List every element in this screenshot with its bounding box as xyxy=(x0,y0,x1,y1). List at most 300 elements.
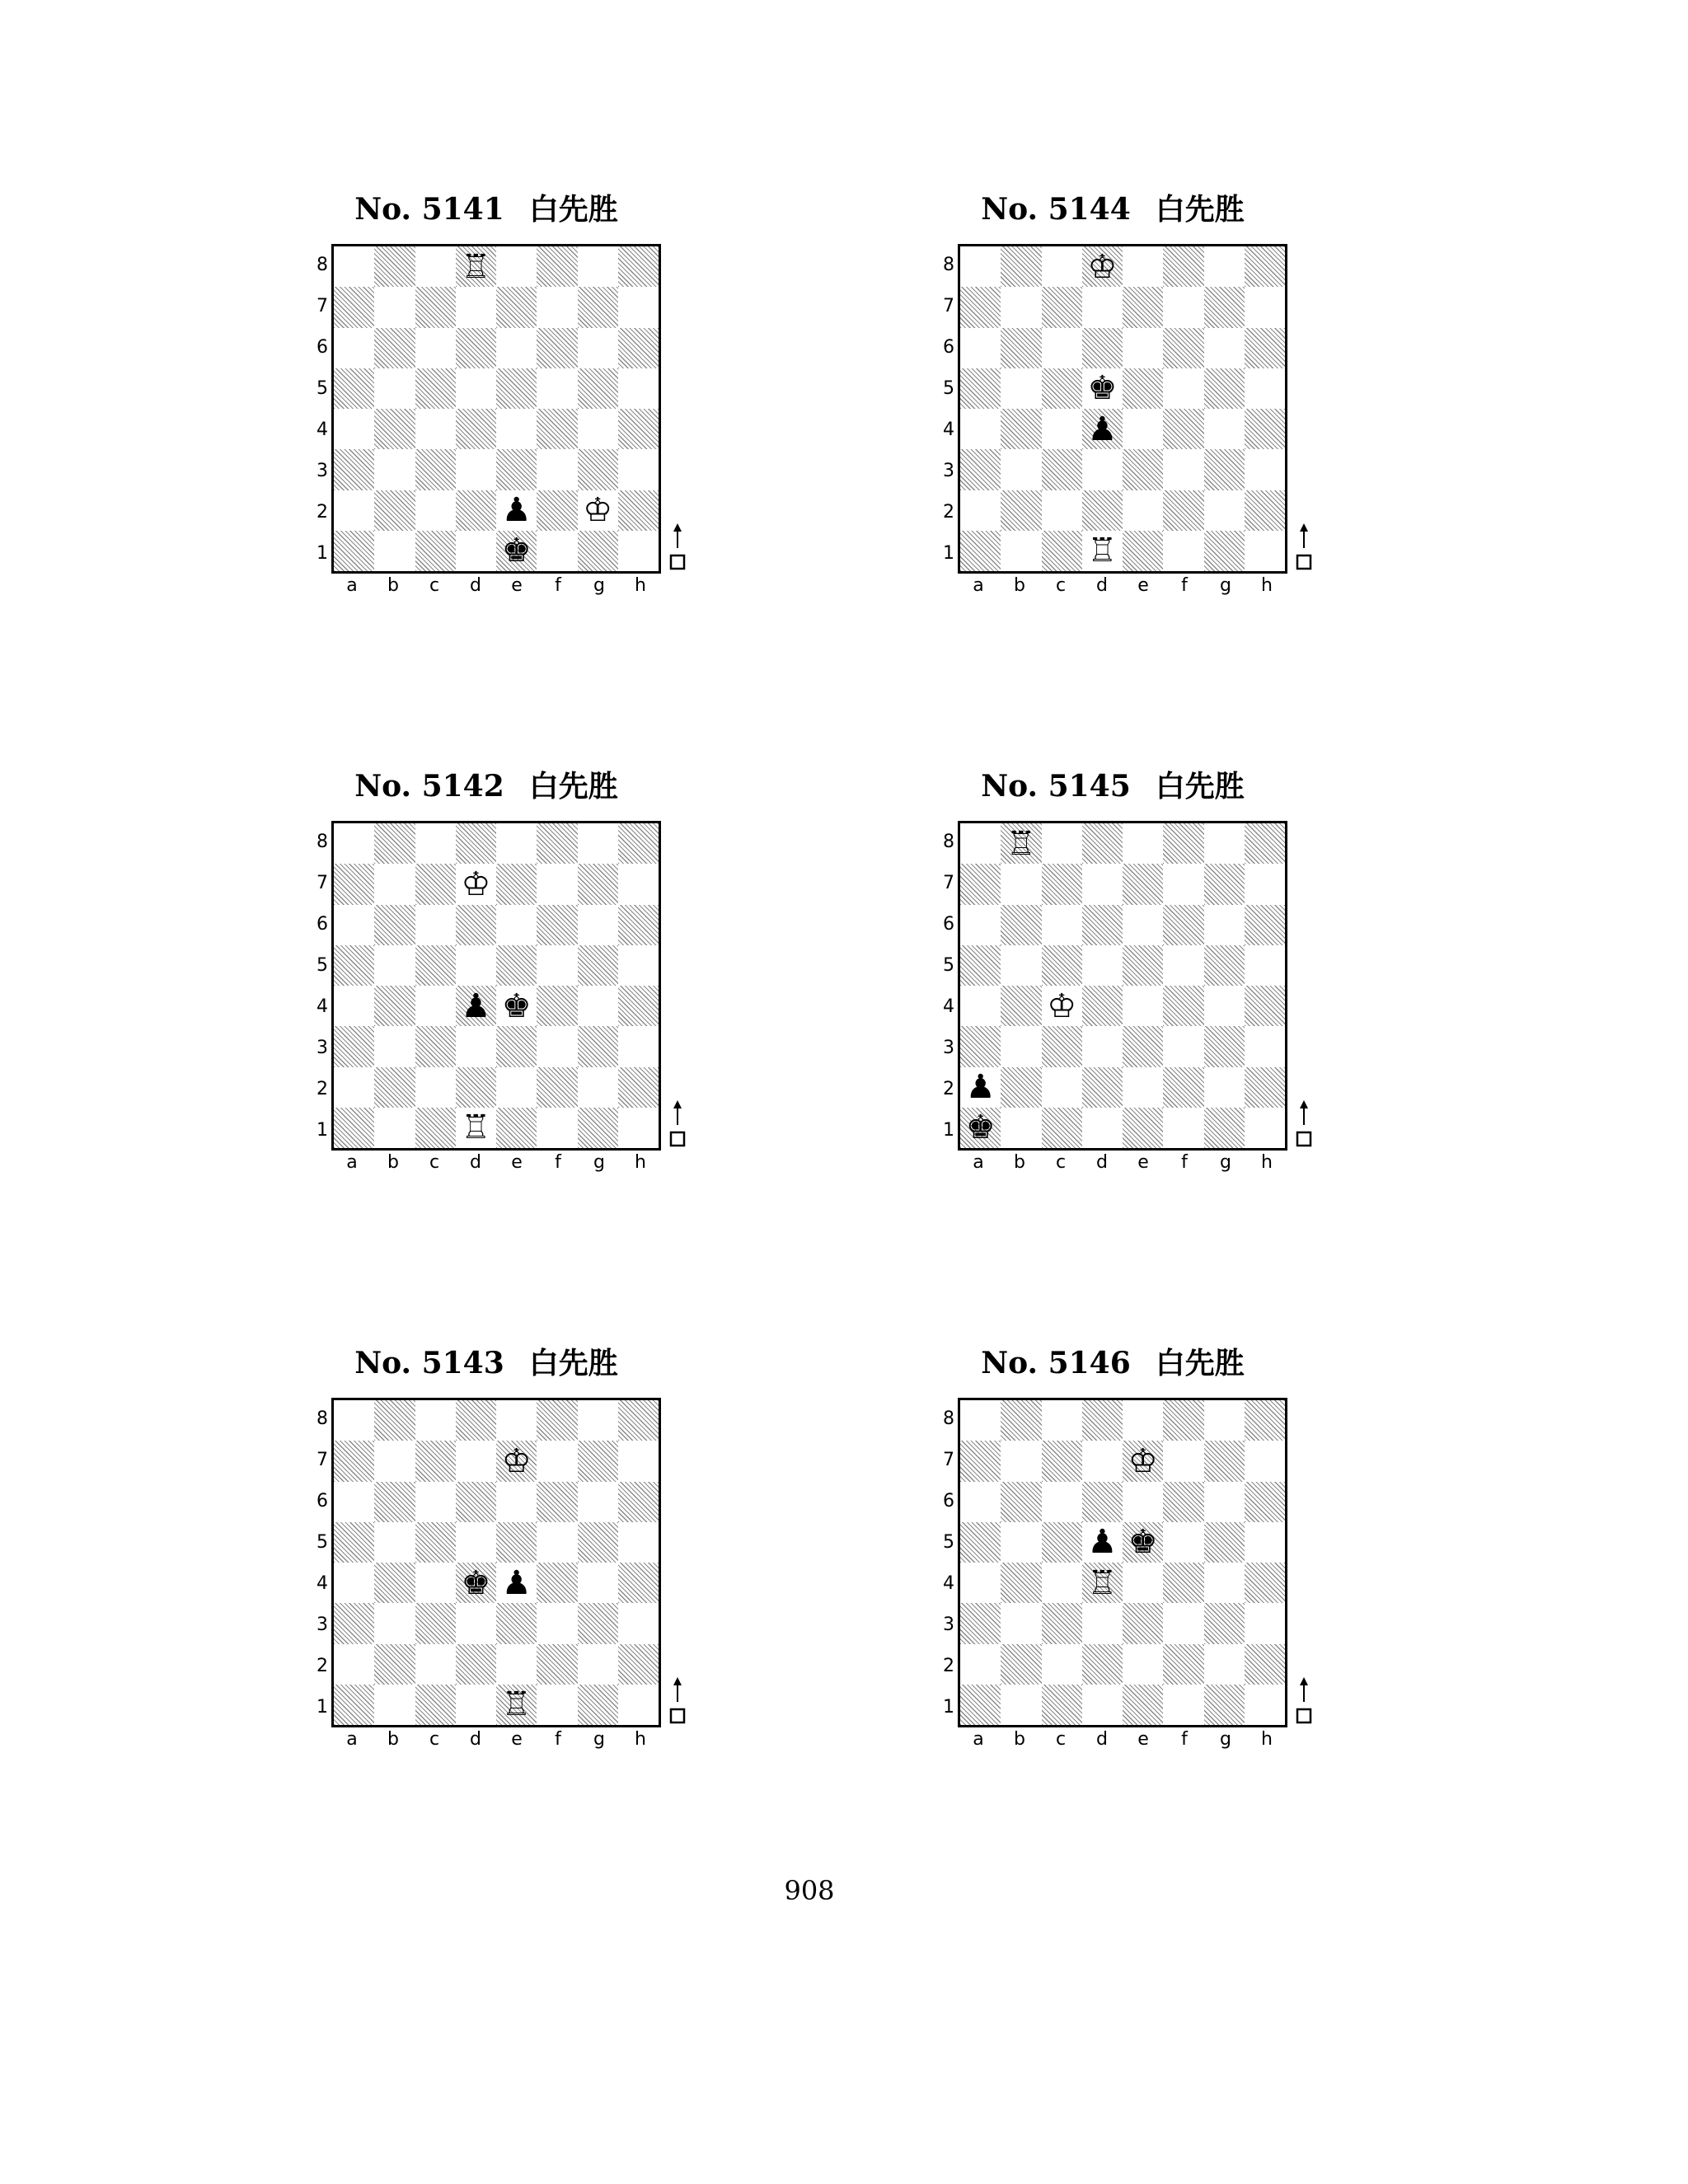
square-f8 xyxy=(537,246,577,287)
square-b4 xyxy=(1001,409,1041,449)
square-d7 xyxy=(1082,864,1123,904)
white-king-icon: ♔ xyxy=(1047,987,1077,1025)
rank-label: 5 xyxy=(943,377,954,399)
square-b3 xyxy=(1001,1026,1041,1066)
rank-label: 5 xyxy=(943,1531,954,1553)
square-d5 xyxy=(456,1522,496,1563)
square-b2 xyxy=(374,1644,415,1685)
square-a4 xyxy=(334,986,374,1026)
square-e7 xyxy=(496,1441,537,1481)
square-g7 xyxy=(578,864,618,904)
rank-label: 1 xyxy=(316,1696,328,1718)
rank-label: 4 xyxy=(943,1572,954,1594)
square-h1 xyxy=(618,1685,659,1725)
white-king-icon: ♔ xyxy=(461,865,491,903)
rank-label: 1 xyxy=(316,542,328,564)
square-h7 xyxy=(1245,864,1285,904)
rank-label: 2 xyxy=(316,1078,328,1099)
square-h7 xyxy=(618,287,659,327)
square-f6 xyxy=(1163,905,1203,945)
square-c5 xyxy=(415,368,456,409)
file-label: g xyxy=(593,1152,605,1173)
square-c1 xyxy=(415,1685,456,1725)
square-g8 xyxy=(578,246,618,287)
square-d7 xyxy=(1082,287,1123,327)
file-label: b xyxy=(387,1152,399,1173)
rank-label: 2 xyxy=(943,1078,954,1099)
square-f2 xyxy=(537,490,577,531)
square-a6 xyxy=(334,905,374,945)
square-h1 xyxy=(1245,531,1285,571)
square-e6 xyxy=(496,1482,537,1522)
square-f5 xyxy=(537,945,577,986)
square-h4 xyxy=(1245,1563,1285,1603)
white-king-icon: ♔ xyxy=(1128,1441,1158,1480)
problem-condition: 白先胜 xyxy=(528,1347,618,1380)
square-b8 xyxy=(1001,823,1041,864)
square-a2 xyxy=(334,1067,374,1108)
square-g4 xyxy=(578,409,618,449)
square-f3 xyxy=(1163,449,1203,490)
square-c8 xyxy=(1042,823,1082,864)
rank-label: 6 xyxy=(943,913,954,935)
square-c1 xyxy=(415,531,456,571)
rank-labels xyxy=(931,1398,954,1727)
rank-label: 4 xyxy=(943,996,954,1017)
square-b6 xyxy=(1001,328,1041,368)
square-d5 xyxy=(456,368,496,409)
square-f3 xyxy=(1163,1603,1203,1643)
rank-label: 8 xyxy=(943,831,954,852)
rank-label: 3 xyxy=(316,1614,328,1635)
square-b5 xyxy=(1001,945,1041,986)
diagram-title xyxy=(305,191,668,228)
square-a4 xyxy=(960,409,1001,449)
file-labels xyxy=(331,1729,661,1754)
square-a6 xyxy=(334,1482,374,1522)
square-h8 xyxy=(618,246,659,287)
square-a2 xyxy=(334,490,374,531)
square-c8 xyxy=(415,1400,456,1441)
rank-label: 7 xyxy=(316,872,328,893)
square-b7 xyxy=(1001,1441,1041,1481)
square-d1 xyxy=(1082,1685,1123,1725)
rank-label: 1 xyxy=(943,1696,954,1718)
square-h7 xyxy=(1245,287,1285,327)
square-g2 xyxy=(1204,1644,1245,1685)
square-h5 xyxy=(1245,1522,1285,1563)
square-d1 xyxy=(1082,1108,1123,1148)
square-d5 xyxy=(1082,368,1123,409)
square-d3 xyxy=(456,1603,496,1643)
square-c5 xyxy=(415,945,456,986)
diagram-5141 xyxy=(305,191,717,653)
square-c3 xyxy=(415,1603,456,1643)
square-h5 xyxy=(1245,368,1285,409)
square-g1 xyxy=(1204,1685,1245,1725)
square-b2 xyxy=(374,1067,415,1108)
file-label: a xyxy=(346,575,358,596)
white-king-icon: ♔ xyxy=(501,1441,532,1480)
square-e8 xyxy=(496,1400,537,1441)
file-labels xyxy=(958,1729,1287,1754)
square-a1 xyxy=(960,1685,1001,1725)
rank-labels xyxy=(931,821,954,1151)
square-a8 xyxy=(334,246,374,287)
square-e7 xyxy=(496,864,537,904)
file-label: c xyxy=(429,1729,440,1750)
square-b3 xyxy=(374,449,415,490)
square-e7 xyxy=(1123,1441,1163,1481)
square-b1 xyxy=(374,1108,415,1148)
square-g2 xyxy=(1204,1067,1245,1108)
square-a3 xyxy=(960,449,1001,490)
diagram-5146 xyxy=(931,1345,1343,1807)
square-b1 xyxy=(1001,1108,1041,1148)
square-g2 xyxy=(578,490,618,531)
white-king-icon: ♔ xyxy=(1087,247,1118,286)
square-a2 xyxy=(960,1644,1001,1685)
square-e3 xyxy=(1123,449,1163,490)
square-f2 xyxy=(1163,1067,1203,1108)
square-g3 xyxy=(578,1603,618,1643)
square-h8 xyxy=(1245,1400,1285,1441)
square-b1 xyxy=(374,531,415,571)
square-a8 xyxy=(334,823,374,864)
file-labels xyxy=(331,1152,661,1177)
square-h2 xyxy=(1245,1067,1285,1108)
file-label: h xyxy=(1261,1152,1273,1173)
file-label: h xyxy=(1261,1729,1273,1750)
square-h6 xyxy=(1245,328,1285,368)
file-label: d xyxy=(1096,575,1108,596)
square-g5 xyxy=(1204,368,1245,409)
square-g4 xyxy=(1204,1563,1245,1603)
square-e1 xyxy=(1123,531,1163,571)
square-f2 xyxy=(1163,1644,1203,1685)
square-g5 xyxy=(578,1522,618,1563)
file-label: c xyxy=(429,575,440,596)
square-b6 xyxy=(374,1482,415,1522)
file-labels xyxy=(958,1152,1287,1177)
square-d4 xyxy=(456,409,496,449)
square-g5 xyxy=(578,368,618,409)
square-d7 xyxy=(456,1441,496,1481)
file-label: h xyxy=(635,575,646,596)
square-c3 xyxy=(1042,1026,1082,1066)
file-label: g xyxy=(1220,575,1231,596)
white-rook-icon: ♖ xyxy=(461,247,491,286)
chess-board xyxy=(958,244,1287,574)
white-king-icon: ♔ xyxy=(583,491,613,530)
square-e4 xyxy=(496,986,537,1026)
square-f4 xyxy=(1163,1563,1203,1603)
square-g4 xyxy=(1204,409,1245,449)
square-e8 xyxy=(1123,823,1163,864)
square-f2 xyxy=(537,1644,577,1685)
rank-label: 3 xyxy=(943,1037,954,1058)
square-g1 xyxy=(578,1685,618,1725)
square-d6 xyxy=(456,328,496,368)
white-rook-icon: ♖ xyxy=(1087,1563,1118,1602)
square-f8 xyxy=(537,1400,577,1441)
square-e1 xyxy=(496,1685,537,1725)
square-h4 xyxy=(618,409,659,449)
square-a3 xyxy=(960,1026,1001,1066)
square-g3 xyxy=(1204,449,1245,490)
square-f4 xyxy=(1163,409,1203,449)
square-c2 xyxy=(1042,490,1082,531)
file-label: h xyxy=(1261,575,1273,596)
square-a7 xyxy=(960,287,1001,327)
square-d2 xyxy=(1082,1644,1123,1685)
square-h3 xyxy=(1245,449,1285,490)
square-g7 xyxy=(578,287,618,327)
diagram-5142 xyxy=(305,768,717,1230)
square-c2 xyxy=(1042,1644,1082,1685)
white-to-move-icon xyxy=(1294,523,1314,573)
rank-label: 7 xyxy=(943,1449,954,1470)
square-a1 xyxy=(334,531,374,571)
square-h5 xyxy=(618,1522,659,1563)
square-c8 xyxy=(415,823,456,864)
square-f3 xyxy=(537,449,577,490)
square-f1 xyxy=(537,1685,577,1725)
square-d5 xyxy=(456,945,496,986)
square-f1 xyxy=(1163,531,1203,571)
rank-label: 8 xyxy=(943,1408,954,1429)
square-h1 xyxy=(618,531,659,571)
square-d3 xyxy=(1082,1026,1123,1066)
square-e3 xyxy=(496,1603,537,1643)
square-g1 xyxy=(578,531,618,571)
rank-label: 3 xyxy=(943,1614,954,1635)
diagram-title xyxy=(305,768,668,805)
square-c5 xyxy=(415,1522,456,1563)
square-f5 xyxy=(1163,1522,1203,1563)
rank-label: 7 xyxy=(943,872,954,893)
square-b5 xyxy=(1001,1522,1041,1563)
square-e7 xyxy=(1123,287,1163,327)
square-c8 xyxy=(415,246,456,287)
square-e5 xyxy=(496,1522,537,1563)
rank-label: 7 xyxy=(316,295,328,316)
square-h6 xyxy=(618,1482,659,1522)
problem-number: No. 5146 xyxy=(981,1346,1131,1380)
square-b3 xyxy=(1001,1603,1041,1643)
square-b7 xyxy=(1001,864,1041,904)
file-label: e xyxy=(511,575,523,596)
square-g4 xyxy=(578,1563,618,1603)
problem-condition: 白先胜 xyxy=(528,770,618,804)
square-a7 xyxy=(334,287,374,327)
square-b8 xyxy=(1001,1400,1041,1441)
white-to-move-icon xyxy=(668,1100,687,1150)
square-e2 xyxy=(496,490,537,531)
square-c7 xyxy=(1042,864,1082,904)
square-c4 xyxy=(1042,409,1082,449)
square-e7 xyxy=(1123,864,1163,904)
rank-label: 6 xyxy=(943,336,954,358)
rank-label: 1 xyxy=(943,1119,954,1141)
square-e1 xyxy=(496,1108,537,1148)
square-a1 xyxy=(960,531,1001,571)
square-c2 xyxy=(415,1067,456,1108)
problem-number: No. 5142 xyxy=(354,769,504,804)
square-a3 xyxy=(960,1603,1001,1643)
rank-label: 4 xyxy=(943,419,954,440)
square-d2 xyxy=(456,490,496,531)
square-d6 xyxy=(456,1482,496,1522)
square-c6 xyxy=(1042,328,1082,368)
square-d1 xyxy=(456,531,496,571)
square-h5 xyxy=(618,368,659,409)
square-d1 xyxy=(456,1108,496,1148)
square-c3 xyxy=(1042,449,1082,490)
square-e5 xyxy=(1123,945,1163,986)
file-label: g xyxy=(593,1729,605,1750)
square-b4 xyxy=(374,1563,415,1603)
square-h2 xyxy=(618,1644,659,1685)
square-g6 xyxy=(1204,1482,1245,1522)
file-label: h xyxy=(635,1729,646,1750)
file-label: g xyxy=(1220,1729,1231,1750)
file-label: b xyxy=(1014,1152,1025,1173)
rank-label: 6 xyxy=(943,1490,954,1511)
square-g1 xyxy=(578,1108,618,1148)
square-d1 xyxy=(456,1685,496,1725)
file-label: f xyxy=(555,575,561,596)
square-c4 xyxy=(415,409,456,449)
square-d8 xyxy=(456,1400,496,1441)
square-b1 xyxy=(1001,1685,1041,1725)
problem-number: No. 5141 xyxy=(354,192,504,227)
file-label: c xyxy=(1055,1729,1067,1750)
square-a6 xyxy=(334,328,374,368)
square-h2 xyxy=(618,490,659,531)
square-g3 xyxy=(1204,1603,1245,1643)
square-d2 xyxy=(1082,1067,1123,1108)
square-h2 xyxy=(1245,1644,1285,1685)
rank-label: 5 xyxy=(316,1531,328,1553)
square-f8 xyxy=(1163,246,1203,287)
square-b3 xyxy=(1001,449,1041,490)
file-label: c xyxy=(429,1152,440,1173)
diagram-5145 xyxy=(931,768,1343,1230)
rank-label: 2 xyxy=(316,1655,328,1676)
square-f4 xyxy=(537,1563,577,1603)
file-label: b xyxy=(387,575,399,596)
square-h8 xyxy=(618,823,659,864)
square-e5 xyxy=(1123,1522,1163,1563)
square-d4 xyxy=(1082,409,1123,449)
square-c1 xyxy=(1042,1685,1082,1725)
square-a8 xyxy=(960,1400,1001,1441)
black-pawn-icon: ♟ xyxy=(1087,1523,1118,1562)
square-b3 xyxy=(374,1026,415,1066)
square-d2 xyxy=(1082,490,1123,531)
page-number: 908 xyxy=(784,1875,835,1906)
square-g6 xyxy=(578,905,618,945)
square-h6 xyxy=(1245,905,1285,945)
white-to-move-icon xyxy=(1294,1677,1314,1727)
square-a3 xyxy=(334,1026,374,1066)
rank-label: 7 xyxy=(316,1449,328,1470)
square-c2 xyxy=(415,1644,456,1685)
square-h7 xyxy=(618,1441,659,1481)
square-c1 xyxy=(1042,1108,1082,1148)
square-h4 xyxy=(618,986,659,1026)
square-e7 xyxy=(496,287,537,327)
file-label: e xyxy=(1137,1729,1149,1750)
square-d4 xyxy=(456,986,496,1026)
square-c6 xyxy=(415,1482,456,1522)
square-a3 xyxy=(334,1603,374,1643)
square-d8 xyxy=(456,246,496,287)
square-g6 xyxy=(1204,328,1245,368)
square-e6 xyxy=(1123,328,1163,368)
square-e6 xyxy=(496,328,537,368)
square-f7 xyxy=(537,864,577,904)
square-c3 xyxy=(415,1026,456,1066)
square-d4 xyxy=(1082,986,1123,1026)
square-g7 xyxy=(1204,287,1245,327)
white-rook-icon: ♖ xyxy=(1006,824,1036,863)
file-label: f xyxy=(1181,1152,1188,1173)
square-f1 xyxy=(1163,1685,1203,1725)
square-c7 xyxy=(1042,1441,1082,1481)
square-e4 xyxy=(1123,409,1163,449)
black-pawn-icon: ♟ xyxy=(501,491,532,530)
square-d8 xyxy=(1082,1400,1123,1441)
file-label: c xyxy=(1055,1152,1067,1173)
square-g5 xyxy=(1204,1522,1245,1563)
rank-label: 8 xyxy=(316,831,328,852)
square-e8 xyxy=(1123,246,1163,287)
rank-label: 4 xyxy=(316,419,328,440)
square-c4 xyxy=(1042,986,1082,1026)
square-f6 xyxy=(537,1482,577,1522)
square-a2 xyxy=(960,490,1001,531)
square-a8 xyxy=(960,823,1001,864)
square-h6 xyxy=(618,328,659,368)
square-h4 xyxy=(1245,409,1285,449)
square-b8 xyxy=(374,823,415,864)
file-label: f xyxy=(555,1729,561,1750)
square-a4 xyxy=(334,1563,374,1603)
square-c7 xyxy=(415,287,456,327)
square-h3 xyxy=(618,1026,659,1066)
square-c1 xyxy=(1042,531,1082,571)
rank-label: 6 xyxy=(316,336,328,358)
square-a7 xyxy=(960,1441,1001,1481)
black-king-icon: ♚ xyxy=(501,987,532,1025)
square-h1 xyxy=(618,1108,659,1148)
rank-label: 2 xyxy=(943,501,954,523)
problem-number: No. 5143 xyxy=(354,1346,504,1380)
square-g2 xyxy=(578,1644,618,1685)
square-e8 xyxy=(496,246,537,287)
problem-condition: 白先胜 xyxy=(528,193,618,227)
rank-label: 4 xyxy=(316,996,328,1017)
square-b6 xyxy=(374,328,415,368)
square-a5 xyxy=(334,945,374,986)
square-f8 xyxy=(1163,823,1203,864)
square-e5 xyxy=(496,368,537,409)
diagram-title xyxy=(931,191,1294,228)
square-b8 xyxy=(1001,246,1041,287)
square-e3 xyxy=(496,449,537,490)
